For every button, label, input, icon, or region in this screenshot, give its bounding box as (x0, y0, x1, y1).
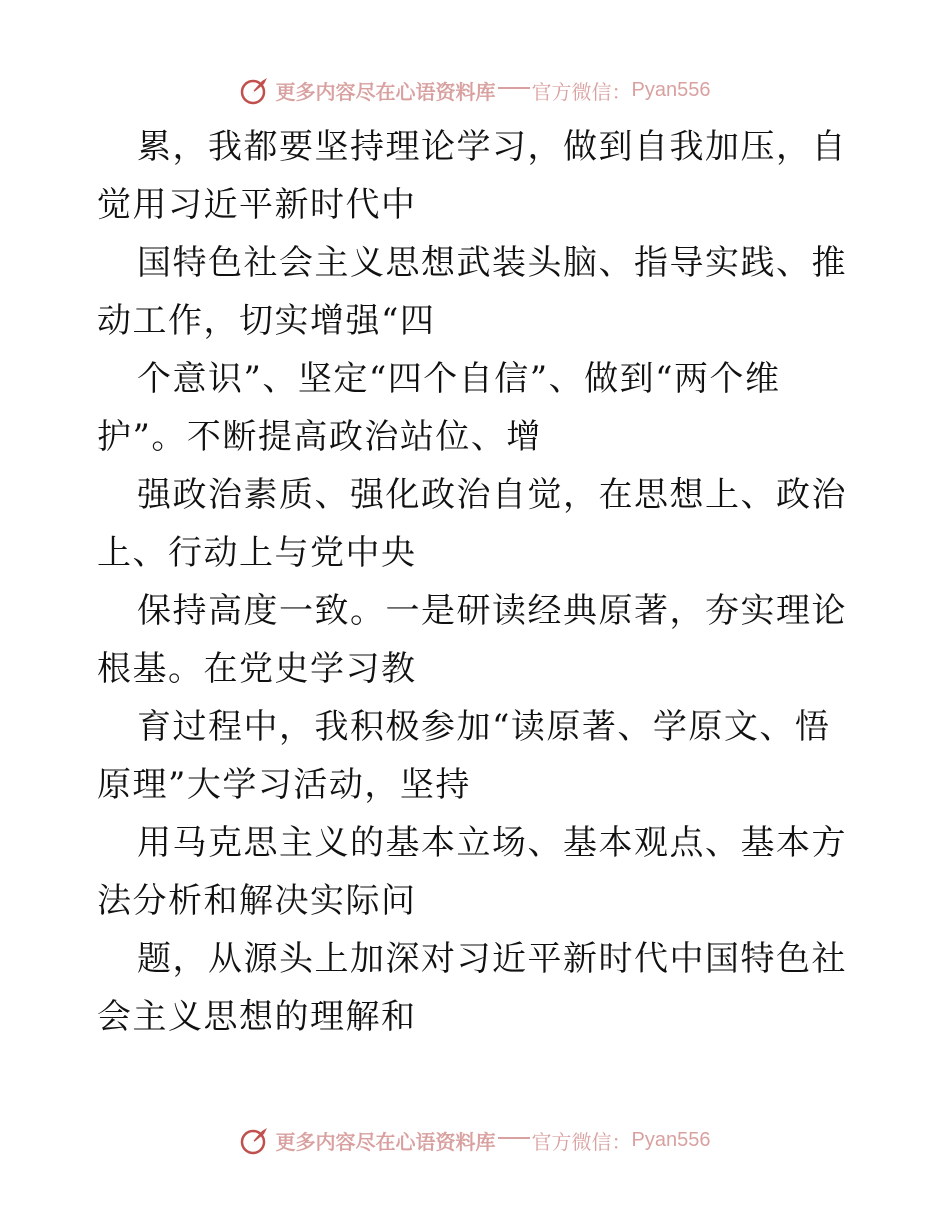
paragraph: 个意识”、坚定“四个自信”、做到“两个维护”。不断提高政治站位、增 (97, 359, 781, 457)
paragraph: 保持高度一致。一是研读经典原著，夯实理论根基。在党史学习教 (97, 591, 847, 689)
paragraph: 国特色社会主义思想武装头脑、指导实践、推动工作，切实增强“四 (97, 243, 847, 341)
wechat-id: Pyan556 (631, 1128, 711, 1151)
banner-dash (498, 1137, 530, 1139)
wechat-label: 官方微信： (531, 1129, 632, 1154)
quill-logo-icon (240, 1125, 270, 1155)
quill-logo-icon (240, 75, 270, 105)
banner-text: 更多内容尽在心语资料库 (275, 1129, 496, 1154)
wechat-id: Pyan556 (631, 78, 711, 101)
paragraph: 累，我都要坚持理论学习，做到自我加压，自觉用习近平新时代中 (97, 127, 847, 225)
paragraph: 强政治素质、强化政治自觉，在思想上、政治上、行动上与党中央 (97, 475, 847, 573)
wechat-label: 官方微信： (531, 79, 632, 104)
paragraph: 育过程中，我积极参加“读原著、学原文、悟原理”大学习活动，坚持 (97, 707, 831, 805)
paragraph: 用马克思主义的基本立场、基本观点、基本方法分析和解决实际问 (97, 823, 847, 921)
header-banner (0, 70, 950, 110)
banner-text: 更多内容尽在心语资料库 (275, 79, 496, 104)
paragraph: 题，从源头上加深对习近平新时代中国特色社会主义思想的理解和 (97, 939, 847, 1037)
footer-banner (0, 1120, 950, 1160)
document-body (97, 118, 857, 1046)
banner-dash (498, 87, 530, 89)
